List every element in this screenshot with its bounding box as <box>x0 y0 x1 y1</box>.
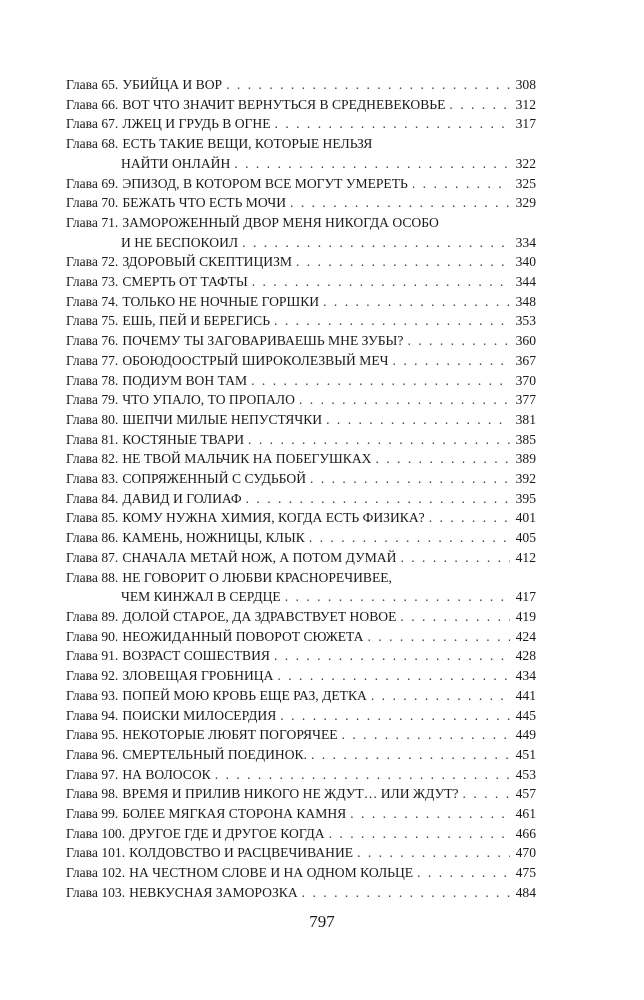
chapter-label: Глава 90. <box>66 628 119 644</box>
toc-continuation-line <box>66 233 536 253</box>
chapter-label: Глава 71. <box>66 214 119 230</box>
dot-leader <box>400 607 510 627</box>
chapter-page-number: 329 <box>515 195 536 211</box>
chapter-page-number: 340 <box>515 254 536 270</box>
toc-line <box>66 134 536 154</box>
toc-entry <box>66 745 536 765</box>
chapter-title: НЕ ГОВОРИТ О ЛЮБВИ КРАСНОРЕЧИВЕЕ, <box>122 569 392 585</box>
toc-line <box>66 824 536 844</box>
toc-entry <box>66 765 536 785</box>
chapter-label: Глава 73. <box>66 274 119 290</box>
chapter-label: Глава 84. <box>66 490 119 506</box>
toc-line <box>66 449 536 469</box>
toc-line <box>66 548 536 568</box>
chapter-page-number: 428 <box>515 648 536 664</box>
chapter-label: Глава 93. <box>66 687 119 703</box>
chapter-label: Глава 78. <box>66 372 119 388</box>
toc-entry <box>66 804 536 824</box>
toc-entry <box>66 784 536 804</box>
chapter-label: Глава 94. <box>66 707 119 723</box>
chapter-title: КОСТЯНЫЕ ТВАРИ <box>122 431 245 447</box>
toc-entry <box>66 134 536 173</box>
chapter-title: ЭПИЗОД, В КОТОРОМ ВСЕ МОГУТ УМЕРЕТЬ <box>122 175 408 191</box>
dot-leader <box>290 193 510 213</box>
chapter-page-number: 370 <box>515 372 536 388</box>
chapter-label: Глава 91. <box>66 648 119 664</box>
dot-leader <box>323 292 510 312</box>
toc-line <box>66 607 536 627</box>
chapter-title: ПОДИУМ ВОН ТАМ <box>122 372 248 388</box>
chapter-page-number: 325 <box>515 175 536 191</box>
dot-leader <box>412 174 510 194</box>
toc-line <box>66 390 536 410</box>
chapter-title: СМЕРТЕЛЬНЫЙ ПОЕДИНОК. <box>122 746 307 762</box>
toc-entry <box>66 706 536 726</box>
toc-line <box>66 843 536 863</box>
toc-entry <box>66 292 536 312</box>
chapter-page-number: 461 <box>515 806 536 822</box>
toc-entry <box>66 272 536 292</box>
toc-entry <box>66 508 536 528</box>
chapter-title: КОМУ НУЖНА ХИМИЯ, КОГДА ЕСТЬ ФИЗИКА? <box>122 510 425 526</box>
chapter-page-number: 395 <box>515 490 536 506</box>
dot-leader <box>368 627 511 647</box>
toc-entry <box>66 430 536 450</box>
chapter-label: Глава 74. <box>66 293 119 309</box>
dot-leader <box>350 804 510 824</box>
chapter-page-number: 451 <box>515 746 536 762</box>
chapter-label: Глава 100. <box>66 825 126 841</box>
toc-line <box>66 351 536 371</box>
dot-leader <box>285 587 510 607</box>
chapter-label: Глава 92. <box>66 668 119 684</box>
chapter-title: ДРУГОЕ ГДЕ И ДРУГОЕ КОГДА <box>129 825 325 841</box>
chapter-title: НА ВОЛОСОК <box>122 766 211 782</box>
chapter-title: ТОЛЬКО НЕ НОЧНЫЕ ГОРШКИ <box>122 293 320 309</box>
toc-line <box>66 745 536 765</box>
chapter-title: ОБОЮДООСТРЫЙ ШИРОКОЛЕЗВЫЙ МЕЧ <box>122 352 389 368</box>
chapter-page-number: 445 <box>515 707 536 723</box>
toc-line <box>66 371 536 391</box>
toc-line <box>66 883 536 903</box>
dot-leader <box>417 863 510 883</box>
toc-entry <box>66 686 536 706</box>
toc-line <box>66 292 536 312</box>
chapter-title: СМЕРТЬ ОТ ТАФТЫ <box>122 274 248 290</box>
chapter-label: Глава 97. <box>66 766 119 782</box>
toc-entry <box>66 449 536 469</box>
chapter-page-number: 470 <box>515 845 536 861</box>
chapter-title: НА ЧЕСТНОМ СЛОВЕ И НА ОДНОМ КОЛЬЦЕ <box>129 865 414 881</box>
dot-leader <box>393 351 510 371</box>
dot-leader <box>246 489 510 509</box>
chapter-label: Глава 81. <box>66 431 119 447</box>
toc-line <box>66 528 536 548</box>
dot-leader <box>252 272 510 292</box>
chapter-title: ЕСТЬ ТАКИЕ ВЕЩИ, КОТОРЫЕ НЕЛЬЗЯ <box>122 136 373 152</box>
chapter-title: ЧТО УПАЛО, ТО ПРОПАЛО <box>122 392 295 408</box>
chapter-page-number: 417 <box>515 589 536 605</box>
toc-entry <box>66 548 536 568</box>
dot-leader <box>248 430 510 450</box>
toc-line <box>66 311 536 331</box>
toc-entry <box>66 371 536 391</box>
toc-entry <box>66 114 536 134</box>
dot-leader <box>234 154 510 174</box>
chapter-title: НЕВКУСНАЯ ЗАМОРОЗКА <box>129 884 298 900</box>
chapter-label: Глава 66. <box>66 96 119 112</box>
chapter-label: Глава 96. <box>66 746 119 762</box>
chapter-page-number: 348 <box>515 293 536 309</box>
chapter-label: Глава 67. <box>66 116 119 132</box>
dot-leader <box>357 843 510 863</box>
page-number: 797 <box>309 912 335 931</box>
chapter-title: ПОИСКИ МИЛОСЕРДИЯ <box>122 707 277 723</box>
chapter-label: Глава 98. <box>66 786 119 802</box>
dot-leader <box>296 252 510 272</box>
dot-leader <box>311 745 510 765</box>
chapter-label: Глава 101. <box>66 845 126 861</box>
toc-line <box>66 193 536 213</box>
chapter-title: ПОПЕЙ МОЮ КРОВЬ ЕЩЕ РАЗ, ДЕТКА <box>122 687 367 703</box>
chapter-page-number: 449 <box>515 727 536 743</box>
toc-line <box>66 430 536 450</box>
chapter-page-number: 344 <box>515 274 536 290</box>
chapter-label: Глава 99. <box>66 806 119 822</box>
chapter-label: Глава 86. <box>66 530 119 546</box>
dot-leader <box>251 371 510 391</box>
dot-leader <box>215 765 510 785</box>
dot-leader <box>274 311 510 331</box>
toc-entry <box>66 883 536 903</box>
dot-leader <box>280 706 510 726</box>
chapter-label: Глава 76. <box>66 333 119 349</box>
toc-line <box>66 174 536 194</box>
chapter-label: Глава 88. <box>66 569 119 585</box>
chapter-title: ПОЧЕМУ ТЫ ЗАГОВАРИВАЕШЬ МНЕ ЗУБЫ? <box>122 333 404 349</box>
chapter-page-number: 312 <box>515 96 536 112</box>
toc-entry <box>66 489 536 509</box>
toc-entry <box>66 213 536 252</box>
chapter-title: БЕЖАТЬ ЧТО ЕСТЬ МОЧИ <box>122 195 287 211</box>
chapter-page-number: 401 <box>515 510 536 526</box>
chapter-page-number: 466 <box>515 825 536 841</box>
toc-entry <box>66 193 536 213</box>
dot-leader <box>326 410 510 430</box>
toc-line <box>66 686 536 706</box>
chapter-page-number: 377 <box>515 392 536 408</box>
toc-entry <box>66 607 536 627</box>
toc-continuation-line <box>66 154 536 174</box>
toc-entry <box>66 252 536 272</box>
toc-line <box>66 804 536 824</box>
toc-line <box>66 725 536 745</box>
chapter-label: Глава 82. <box>66 451 119 467</box>
dot-leader <box>371 686 510 706</box>
dot-leader <box>302 883 510 903</box>
dot-leader <box>375 449 510 469</box>
toc-continuation-line <box>66 587 536 607</box>
chapter-page-number: 424 <box>515 628 536 644</box>
toc-entry <box>66 725 536 745</box>
chapter-label: Глава 95. <box>66 727 119 743</box>
chapter-label: Глава 87. <box>66 549 119 565</box>
chapter-label: Глава 72. <box>66 254 119 270</box>
chapter-title: ДОЛОЙ СТАРОЕ, ДА ЗДРАВСТВУЕТ НОВОЕ <box>122 608 397 624</box>
chapter-label: Глава 79. <box>66 392 119 408</box>
chapter-page-number: 353 <box>515 313 536 329</box>
chapter-page-number: 392 <box>515 471 536 487</box>
dot-leader <box>274 646 510 666</box>
chapter-title: ЧЕМ КИНЖАЛ В СЕРДЦЕ <box>121 589 281 605</box>
toc-entry <box>66 95 536 115</box>
toc-line <box>66 706 536 726</box>
chapter-label: Глава 75. <box>66 313 119 329</box>
toc-entry <box>66 174 536 194</box>
chapter-title: ШЕПЧИ МИЛЫЕ НЕПУСТЯЧКИ <box>122 411 323 427</box>
chapter-title: СОПРЯЖЕННЫЙ С СУДЬБОЙ <box>122 471 307 487</box>
dot-leader <box>429 508 510 528</box>
toc-entry <box>66 75 536 95</box>
toc-entry <box>66 331 536 351</box>
chapter-title: ВРЕМЯ И ПРИЛИВ НИКОГО НЕ ЖДУТ… ИЛИ ЖДУТ? <box>122 786 459 802</box>
chapter-page-number: 434 <box>515 668 536 684</box>
chapter-title: КАМЕНЬ, НОЖНИЦЫ, КЛЫК <box>122 530 305 546</box>
chapter-title: ВОЗРАСТ СОШЕСТВИЯ <box>122 648 270 664</box>
chapter-page-number: 389 <box>515 451 536 467</box>
toc-line <box>66 765 536 785</box>
chapter-label: Глава 70. <box>66 195 119 211</box>
chapter-title: ЗЛОВЕЩАЯ ГРОБНИЦА <box>122 668 274 684</box>
toc-entry <box>66 627 536 647</box>
chapter-title: ДАВИД И ГОЛИАФ <box>122 490 242 506</box>
chapter-page-number: 308 <box>515 77 536 92</box>
chapter-label: Глава 68. <box>66 136 119 152</box>
chapter-title: КОЛДОВСТВО И РАСЦВЕЧИВАНИЕ <box>129 845 354 861</box>
chapter-page-number: 453 <box>515 766 536 782</box>
dot-leader <box>342 725 510 745</box>
chapter-label: Глава 69. <box>66 175 119 191</box>
chapter-title: НАЙТИ ОНЛАЙН <box>121 155 231 171</box>
chapter-label: Глава 65. <box>66 77 119 92</box>
toc-line <box>66 410 536 430</box>
chapter-page-number: 317 <box>515 116 536 132</box>
dot-leader <box>309 528 510 548</box>
chapter-label: Глава 83. <box>66 471 119 487</box>
toc-entry <box>66 568 536 607</box>
toc-line <box>66 784 536 804</box>
toc-line <box>66 863 536 883</box>
dot-leader <box>329 824 510 844</box>
chapter-title: ЛЖЕЦ И ГРУДЬ В ОГНЕ <box>122 116 271 132</box>
chapter-title: СНАЧАЛА МЕТАЙ НОЖ, А ПОТОМ ДУМАЙ <box>122 549 397 565</box>
toc-line <box>66 331 536 351</box>
toc-line <box>66 75 536 95</box>
toc-entry <box>66 311 536 331</box>
chapter-label: Глава 77. <box>66 352 119 368</box>
chapter-page-number: 322 <box>515 155 536 171</box>
dot-leader <box>449 95 510 115</box>
chapter-page-number: 334 <box>515 234 536 250</box>
table-of-contents <box>66 75 536 903</box>
dot-leader <box>400 548 510 568</box>
chapter-page-number: 475 <box>515 865 536 881</box>
toc-entry <box>66 410 536 430</box>
chapter-title: НЕ ТВОЙ МАЛЬЧИК НА ПОБЕГУШКАХ <box>122 451 372 467</box>
toc-entry <box>66 863 536 883</box>
toc-entry <box>66 351 536 371</box>
chapter-title: ЕШЬ, ПЕЙ И БЕРЕГИСЬ <box>122 313 271 329</box>
chapter-title: НЕКОТОРЫЕ ЛЮБЯТ ПОГОРЯЧЕЕ <box>122 727 338 743</box>
chapter-title: ВОТ ЧТО ЗНАЧИТ ВЕРНУТЬСЯ В СРЕДНЕВЕКОВЬЕ <box>122 96 446 112</box>
dot-leader <box>242 233 510 253</box>
toc-entry <box>66 469 536 489</box>
chapter-label: Глава 85. <box>66 510 119 526</box>
chapter-label: Глава 89. <box>66 608 119 624</box>
dot-leader <box>407 331 510 351</box>
toc-line <box>66 213 536 233</box>
chapter-page-number: 367 <box>515 352 536 368</box>
toc-entry <box>66 390 536 410</box>
chapter-page-number: 360 <box>515 333 536 349</box>
chapter-label: Глава 102. <box>66 865 126 881</box>
toc-line <box>66 114 536 134</box>
chapter-page-number: 405 <box>515 530 536 546</box>
chapter-page-number: 381 <box>515 411 536 427</box>
chapter-title: И НЕ БЕСПОКОИЛ <box>121 234 239 250</box>
chapter-label: Глава 80. <box>66 411 119 427</box>
chapter-title: ЗДОРОВЫЙ СКЕПТИЦИЗМ <box>122 254 292 270</box>
toc-line <box>66 252 536 272</box>
toc-line <box>66 646 536 666</box>
toc-entry <box>66 824 536 844</box>
chapter-page-number: 419 <box>515 608 536 624</box>
chapter-page-number: 412 <box>515 549 536 565</box>
toc-line <box>66 489 536 509</box>
chapter-title: БОЛЕЕ МЯГКАЯ СТОРОНА КАМНЯ <box>122 806 347 822</box>
toc-line <box>66 508 536 528</box>
toc-line <box>66 568 536 588</box>
toc-line <box>66 666 536 686</box>
dot-leader <box>277 666 510 686</box>
chapter-page-number: 441 <box>515 687 536 703</box>
toc-line <box>66 469 536 489</box>
toc-entry <box>66 843 536 863</box>
dot-leader <box>226 75 510 95</box>
chapter-page-number: 484 <box>515 884 536 900</box>
toc-line <box>66 95 536 115</box>
toc-entry <box>66 646 536 666</box>
dot-leader <box>275 114 510 134</box>
chapter-title: УБИЙЦА И ВОР <box>122 77 223 92</box>
dot-leader <box>463 784 510 804</box>
chapter-label: Глава 103. <box>66 884 126 900</box>
toc-entry <box>66 528 536 548</box>
chapter-page-number: 385 <box>515 431 536 447</box>
chapter-title: ЗАМОРОЖЕННЫЙ ДВОР МЕНЯ НИКОГДА ОСОБО <box>122 214 439 230</box>
toc-line <box>66 272 536 292</box>
chapter-page-number: 457 <box>515 786 536 802</box>
chapter-title: НЕОЖИДАННЫЙ ПОВОРОТ СЮЖЕТА <box>122 628 364 644</box>
toc-line <box>66 627 536 647</box>
dot-leader <box>299 390 510 410</box>
toc-entry <box>66 666 536 686</box>
dot-leader <box>310 469 510 489</box>
